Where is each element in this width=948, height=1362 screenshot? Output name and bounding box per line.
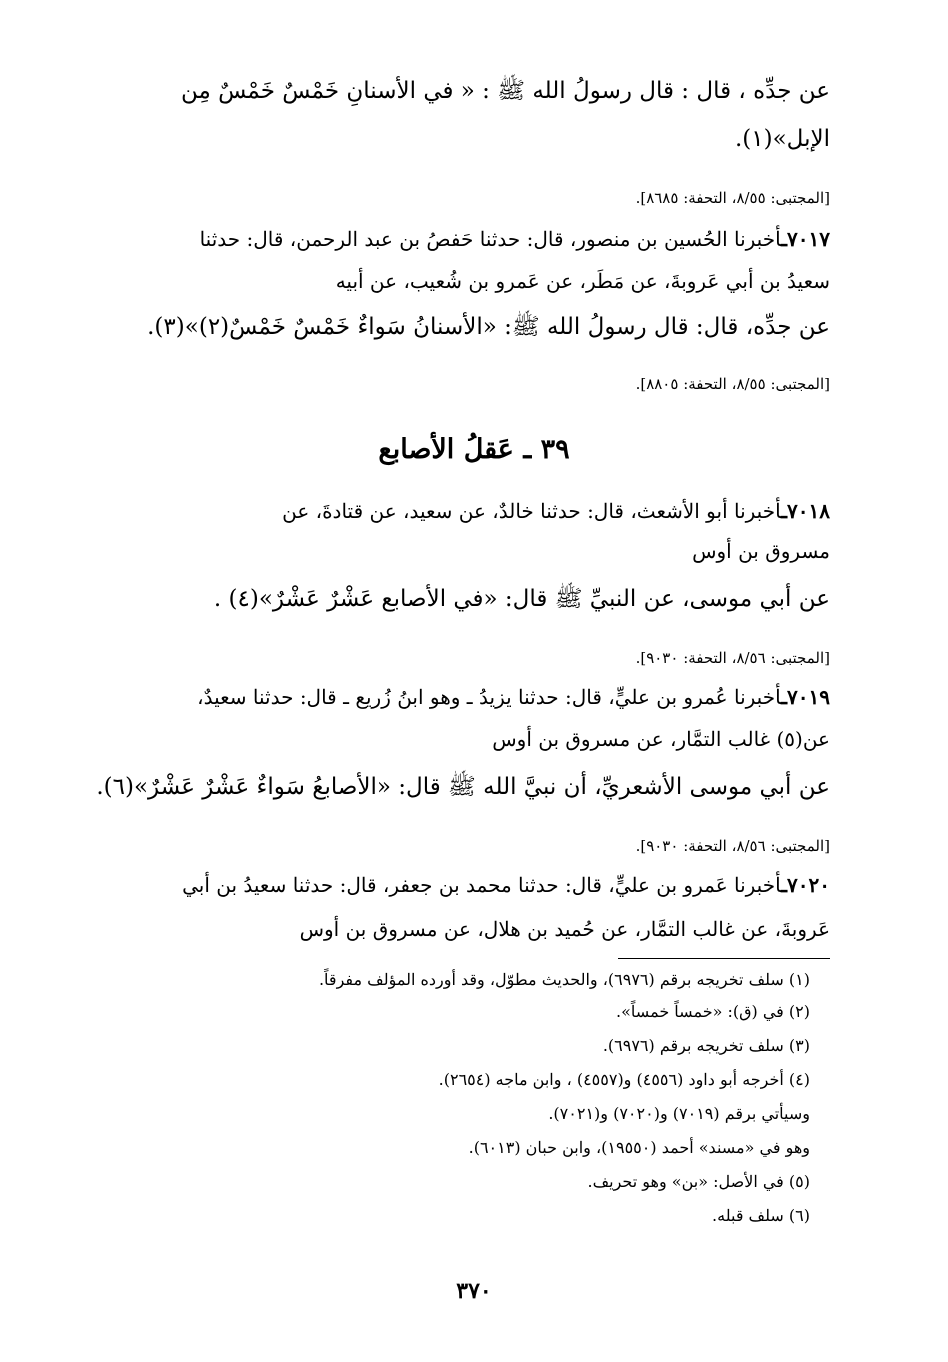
footnote: (٤) أخرجه أبو داود (٤٥٥٦) و(٤٥٥٧) ، وابن ماجه (٢٦٥٤). [438,1070,810,1089]
hadith-7019-matn: عن أبي موسى الأشعريِّ، أن نبيَّ الله ﷺ قال: «الأصابعُ سَواءٌ عَشْرٌ عَشْرٌ»(٦). [96,774,830,800]
chapter-heading: ٣٩ ـ عَقلُ الأصابع [378,434,570,465]
hadith-7017-matn: عن جدِّه، قال: قال رسولُ الله ﷺ: «الأسنانُ سَواءٌ خَمْسٌ خَمْسٌ(٢)»(٣). [147,314,830,340]
hadith-7018-line [118,494,830,528]
text-line: الإبل»(١). [734,126,830,152]
page-number: ٣٧٠ [456,1278,492,1304]
source-reference: [المجتبى: ٨/٥٥، التحفة: ٨٦٨٥]. [635,189,830,207]
footnote: (٦) سلف قبله. [712,1206,810,1225]
source-reference: [المجتبى: ٨/٥٦، التحفة: ٩٠٣٠]. [635,837,830,855]
source-reference: [المجتبى: ٨/٥٥، التحفة: ٨٨٠٥]. [635,375,830,393]
hadith-number: ٧٠١٩ـ [781,685,830,709]
footnote: وسيأتي برقم (٧٠١٩) و(٧٠٢٠) و(٧٠٢١). [548,1104,810,1123]
hadith-7019-line [118,680,830,714]
footnote: (٢) في (ق): «خمساً خمساً». [616,1002,810,1021]
hadith-text: أخبرنا الحُسين بن منصور، قال: حدثنا حَفصُ بن عبد الرحمن، قال: حدثنا [199,227,782,251]
hadith-text: أخبرنا عُمرو بن عليٍّ، قال: حدثنا يزيدُ ـ وهو ابنُ زُريع ـ قال: حدثنا سعيدٌ، [197,685,782,709]
hadith-7020-line: عَروبةَ، عن غالب التمَّار، عن حُميد بن هلال، عن مسروق بن أوس [299,917,830,941]
footnote: وهو في «مسند» أحمد (١٩٥٥٠)، وابن حبان (٦٠١٣). [468,1138,810,1157]
hadith-7018-line: مسروق بن أوس [692,539,830,563]
text-line: عن جدِّه ، قال : قال رسولُ الله ﷺ : « في الأسنانِ خَمْسٌ خَمْسٌ مِن [180,78,830,104]
hadith-number: ٧٠١٧ـ [781,227,830,251]
hadith-7017-line: سعيدُ بن أبي عَروبةَ، عن مَطَر، عن عَمرو بن شُعيب، عن أبيه [335,269,830,293]
hadith-7018-matn: عن أبي موسى، عن النبيِّ ﷺ قال: «في الأصابع عَشْرٌ عَشْرٌ»(٤) . [213,586,830,612]
hadith-7020-line [118,868,830,902]
footnote: (٥) في الأصل: «بن» وهو تحريف. [587,1172,810,1191]
footnote: (٣) سلف تخريجه برقم (٦٩٧٦). [602,1036,810,1055]
source-reference: [المجتبى: ٨/٥٦، التحفة: ٩٠٣٠]. [635,649,830,667]
hadith-number: ٧٠١٨ـ [781,499,830,523]
hadith-text: أخبرنا عَمرو بن عليٍّ، قال: حدثنا محمد بن جعفر، قال: حدثنا سعيدُ بن أبي [182,873,782,897]
footnote-divider [618,958,830,959]
hadith-7019-line: عن(٥) غالب التمَّار، عن مسروق بن أوس [492,727,830,751]
hadith-7017-line [118,222,830,256]
footnote: (١) سلف تخريجه برقم (٦٩٧٦)، والحديث مطوّل، وقد أورده المؤلف مفرقاً. [318,970,810,989]
hadith-text: أخبرنا أبو الأشعث، قال: حدثنا خالدٌ، عن سعيد، عن قتادةَ، عن [282,499,782,523]
hadith-number: ٧٠٢٠ـ [781,873,830,897]
